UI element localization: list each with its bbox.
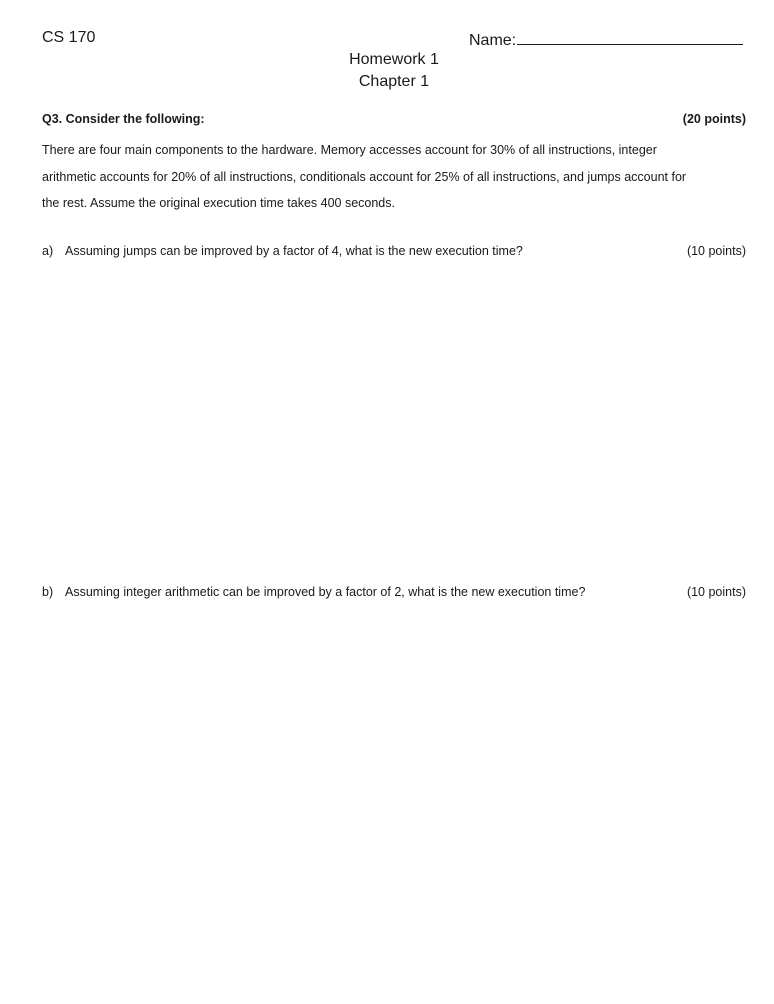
question-heading-row: [42, 112, 746, 126]
question-points: (20 points): [682, 112, 746, 126]
homework-title: Homework 1: [349, 51, 439, 68]
prompt-line: There are four main components to the hardware. Memory accesses account for 30% of all instructions, integer: [42, 143, 657, 157]
part-a-text: Assuming jumps can be improved by a factor of 4, what is the new execution time?: [65, 244, 523, 258]
part-a-letter: a): [42, 244, 54, 258]
name-field: [469, 29, 743, 50]
part-b-points: (10 points): [686, 585, 746, 599]
prompt-line: the rest. Assume the original execution time takes 400 seconds.: [42, 196, 395, 210]
part-a-points: (10 points): [686, 244, 746, 258]
name-label: Name:: [469, 32, 517, 49]
question-prompt: [42, 137, 746, 217]
part-a: [42, 244, 746, 258]
part-b: [42, 585, 746, 599]
question-heading: Q3. Consider the following:: [42, 112, 205, 126]
chapter-title: Chapter 1: [358, 73, 430, 90]
name-blank-line: [517, 29, 743, 45]
course-code: CS 170: [42, 29, 96, 46]
part-b-text: Assuming integer arithmetic can be improved by a factor of 2, what is the new execution time?: [65, 585, 586, 599]
part-b-letter: b): [42, 585, 54, 599]
prompt-line: arithmetic accounts for 20% of all instructions, conditionals account for 25% of all instructions, and jumps account for: [42, 169, 687, 184]
